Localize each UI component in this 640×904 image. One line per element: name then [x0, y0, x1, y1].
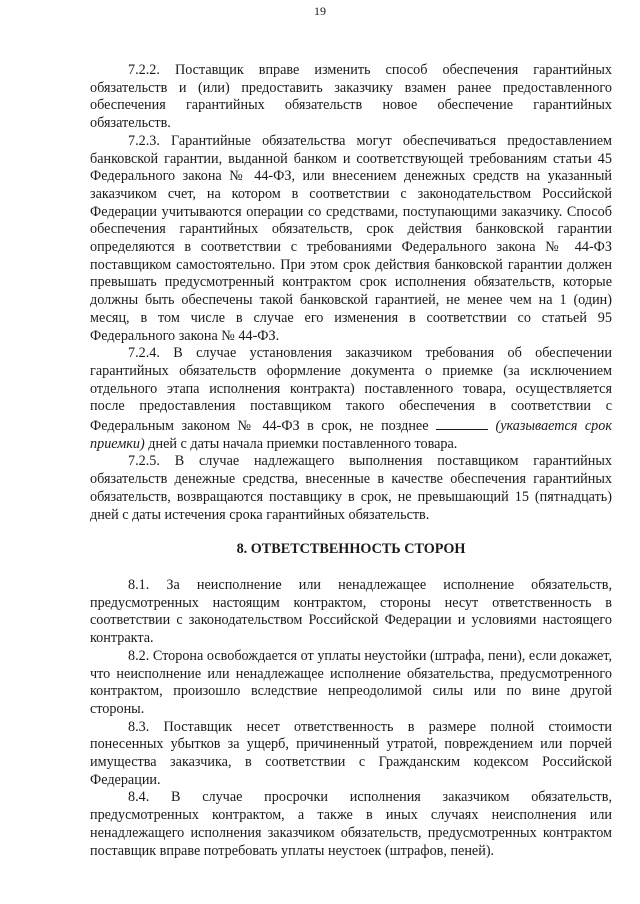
- paragraph-8-2: 8.2. Сторона освобождается от уплаты неустойки (штрафа, пени), если докажет, что неисполнение или ненадлежащее исполнение обязательства, предусмотренного контрактом, произошло вследствие непреодолимой силы или по вине другой стороны.: [90, 647, 612, 717]
- paragraph-7-2-3: 7.2.3. Гарантийные обязательства могут обеспечиваться предоставлением банковской гарантии, выданной банком и соответствующей требованиям статьи 45 Федерального закона № 44-ФЗ, или внесением денежных средств на указанный заказчиком счет, на котором в соответствии с законодательством Российской Федерации учитываются операции со средствами, поступающими заказчику. Способ обеспечения гарантийных обязательств, срок действия банковской гарантии определяются в соответствии с требованиями Федерального закона № 44-ФЗ поставщиком самостоятельно. При этом срок действия банковской гарантии должен превышать предусмотренный контрактом срок исполнения обязательств, которые должны быть обеспечены такой банковской гарантией, не менее чем на 1 (один) месяц, в том числе в случае его изменения в соответствии со статьей 95 Федерального закона № 44-ФЗ.: [90, 132, 612, 344]
- paragraph-7-2-4: [90, 345, 612, 453]
- paragraph-7-2-4-text-end: дней с даты начала приемки поставленного товара.: [144, 435, 458, 452]
- paragraph-7-2-2: 7.2.2. Поставщик вправе изменить способ обеспечения гарантийных обязательств и (или) предоставить заказчику взамен ранее предоставленного обеспечения гарантийных обязательств новое обеспечение гарантийных обязательств.: [90, 62, 612, 132]
- paragraph-7-2-5: 7.2.5. В случае надлежащего выполнения поставщиком гарантийных обязательств денежные средства, внесенные в качестве обеспечения гарантийных обязательств, возвращаются поставщику в срок, не превышающий 15 (пятнадцать) дней с даты истечения срока гарантийных обязательств.: [90, 453, 612, 523]
- paragraph-8-1: 8.1. За неисполнение или ненадлежащее исполнение обязательств, предусмотренных настоящим контрактом, стороны несут ответственность в соответствии с законодательством Российской Федерации и условиями настоящего контракта.: [90, 576, 612, 647]
- paragraph-7-2-4-italic-note: (указывается срок приемки): [90, 418, 613, 452]
- paragraph-7-2-4-text: 7.2.4. В случае установления заказчиком требования об обеспечении гарантийных обязательств оформление документа о приемке (за исключением отдельного этапа исполнения контракта) поставленного товара, осуществляется после предоставления поставщиком такого обеспечения в соответствии с Федеральным законом № 44-ФЗ в срок, не позднее: [90, 345, 612, 435]
- section-title: 8. ОТВЕТСТВЕННОСТЬ СТОРОН: [236, 541, 466, 558]
- blank-field: [436, 416, 488, 430]
- paragraph-8-3: 8.3. Поставщик несет ответственность в размере полной стоимости понесенных убытков за ущерб, причиненный утратой, повреждением или порчей имущества заказчика, в соответствии с Гражданским кодексом Российской Федерации.: [90, 718, 612, 788]
- page-number: 19: [314, 4, 326, 18]
- paragraph-8-4: 8.4. В случае просрочки исполнения заказчиком обязательств, предусмотренных контрактом, а также в иных случаях неисполнения или ненадлежащего исполнения заказчиком обязательств, предусмотренных контрактом поставщик вправе потребовать уплаты неустоек (штрафов, пеней).: [90, 789, 612, 859]
